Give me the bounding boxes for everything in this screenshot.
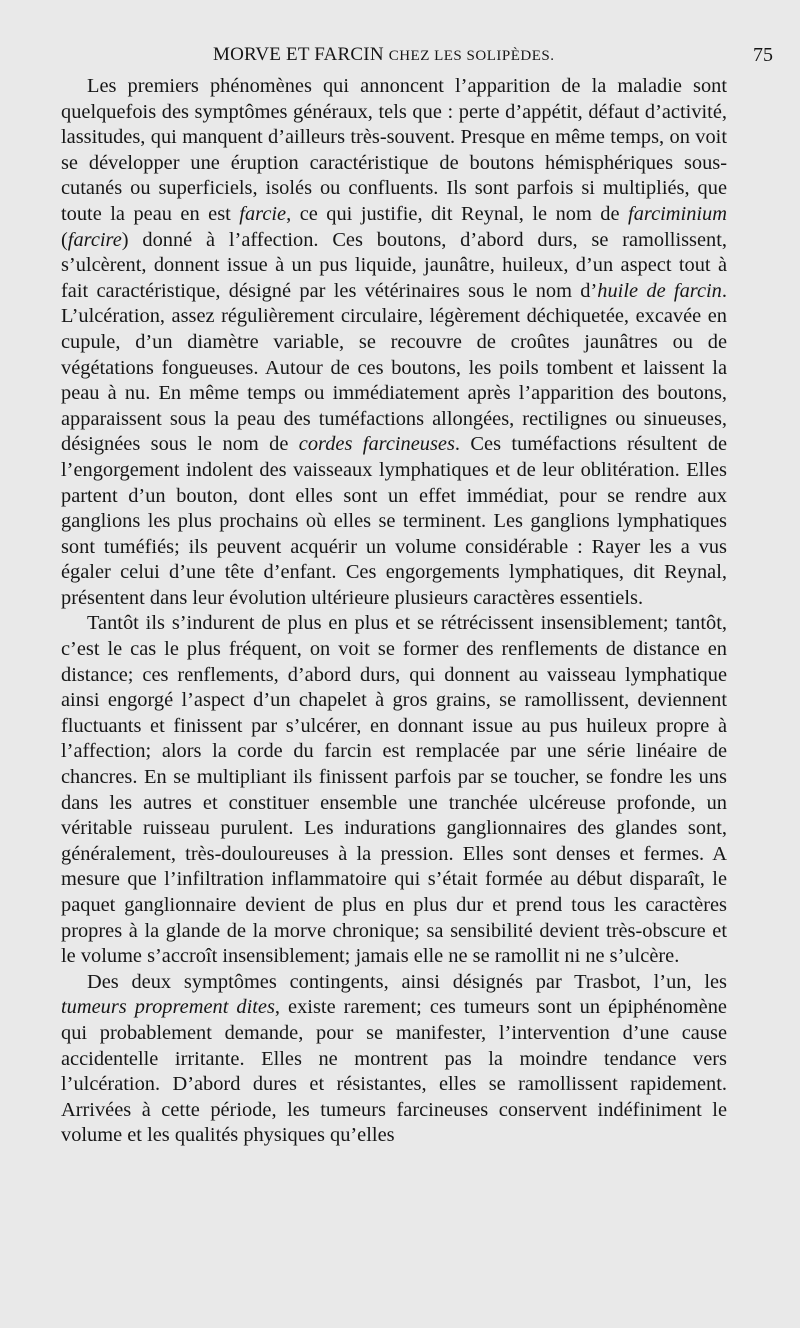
text-segment: . Ces tuméfactions résultent de l’engorgement indolent des vaisseaux lymphatiques et de leur oblitération. Elles partent d’un bouton, dont elles sont un effet immédiat, pour se rendre aux ganglions les plus prochains où elles se terminent. Les ganglions lymphatiques sont tuméfiés; ils peuvent acquérir un volume considérable : Rayer les a vus égaler celui d’une tête d’enfant. Ces engorgements lymphatiques, dit Reynal, présentent dans leur évolution ultérieure plusieurs caractères essentiels. (61, 433, 728, 609)
text-segment: . L’ulcération, assez régulièrement circulaire, légèrement déchiquetée, excavée en cupule, d’un diamètre variable, se recouvre de croûtes jaunâtres ou de végétations fongueuses. Autour de ces boutons, les poils tombent et laissent la peau à nu. En même temps ou immédiatement après l’apparition des boutons, apparaissent sous la peau des tuméfactions allongées, rectilignes ou sinueuses, désignées sous le nom de (61, 279, 727, 456)
text-segment: , ce qui justifie, dit Reynal, le nom de (286, 202, 629, 225)
italic-term: tumeurs proprement dites (61, 996, 275, 1019)
text-segment: Tantôt ils s’indurent de plus en plus et se rétrécissent insensiblement; tantôt, c’est le cas le plus fréquent, on voit se former des renflements de distance en distance; ces renflements, d’abord durs, qui donnent au vaisseau lymphatique ainsi engorgé l’aspect d’un chapelet à gros grains, se ramollissent, deviennent fluctuants et finissent par s’ulcérer, en donnant issue au pus huileux propre à l’affection; alors la corde du farcin est remplacée par une série linéaire de chancres. En se multipliant ils finissent parfois par se toucher, se fondre les uns dans les autres et constituer ensemble une tranchée ulcéreuse profonde, un véritable ruisseau purulent. Les indurations ganglionnaires des glandes sont, généralement, très-douloureuses à la pression. Elles sont denses et fermes. A mesure que l’infiltration inflammatoire qui s’était formée au début disparaît, le paquet ganglionnaire devient de plus en plus dur et prend tous les caractères propres à la glande de la morve chronique; sa sensibilité devient très-obscure et le volume s’accroît insensiblement; jamais elle ne se ramollit ni ne s’ulcère. (61, 612, 727, 968)
italic-term: cordes farcineuses (298, 433, 455, 456)
text-segment: ( (61, 228, 68, 251)
text-segment: Les premiers phénomènes qui annoncent l’apparition de la maladie sont quelquefois des symptômes généraux, tels que : perte d’appétit, défaut d’activité, lassitudes, qui manquent d’ailleurs très-souvent. Presque en même temps, on voit se développer une éruption caractéristique de boutons hémisphériques sous-cutanés ou superficiels, isolés ou confluents. Ils sont parfois si multipliés, que toute la peau en est (61, 75, 727, 225)
running-head (213, 44, 554, 66)
page-number: 75 (753, 44, 773, 66)
italic-term: farciminium (628, 202, 727, 225)
text-segment: ) donné à l’affection. Ces boutons, d’abord durs, se ramollissent, s’ulcèrent, donnent issue à un pus liquide, jaunâtre, huileux, d’un aspect tout à fait caractéristique, désigné par les vétérinaires sous le nom d’ (61, 228, 727, 302)
body-text (61, 74, 727, 1149)
text-segment: , existe rarement; ces tumeurs sont un épiphénomène qui probablement demande, pour se manifester, l’intervention d’une cause accidentelle irritante. Elles ne montrent pas la moindre tendance vers l’ulcération. D’abord dures et résistantes, elles se ramollissent rapidement. Arrivées à cette période, les tumeurs farcineuses conservent indéfiniment le volume et les qualités physiques qu’elles (61, 996, 727, 1147)
text-segment: Des deux symptômes contingents, ainsi désignés par Trasbot, l’un, les (87, 970, 727, 993)
italic-term: farcie (239, 202, 287, 225)
italic-term: farcire (67, 228, 122, 251)
paragraph-1 (61, 74, 727, 611)
running-head-small: CHEZ LES SOLIPÈDES. (388, 48, 555, 64)
running-head-main: MORVE ET FARCIN (213, 44, 384, 65)
paragraph-3 (61, 970, 727, 1149)
italic-term: huile de farcin (597, 279, 722, 302)
paragraph-2 (61, 611, 727, 969)
